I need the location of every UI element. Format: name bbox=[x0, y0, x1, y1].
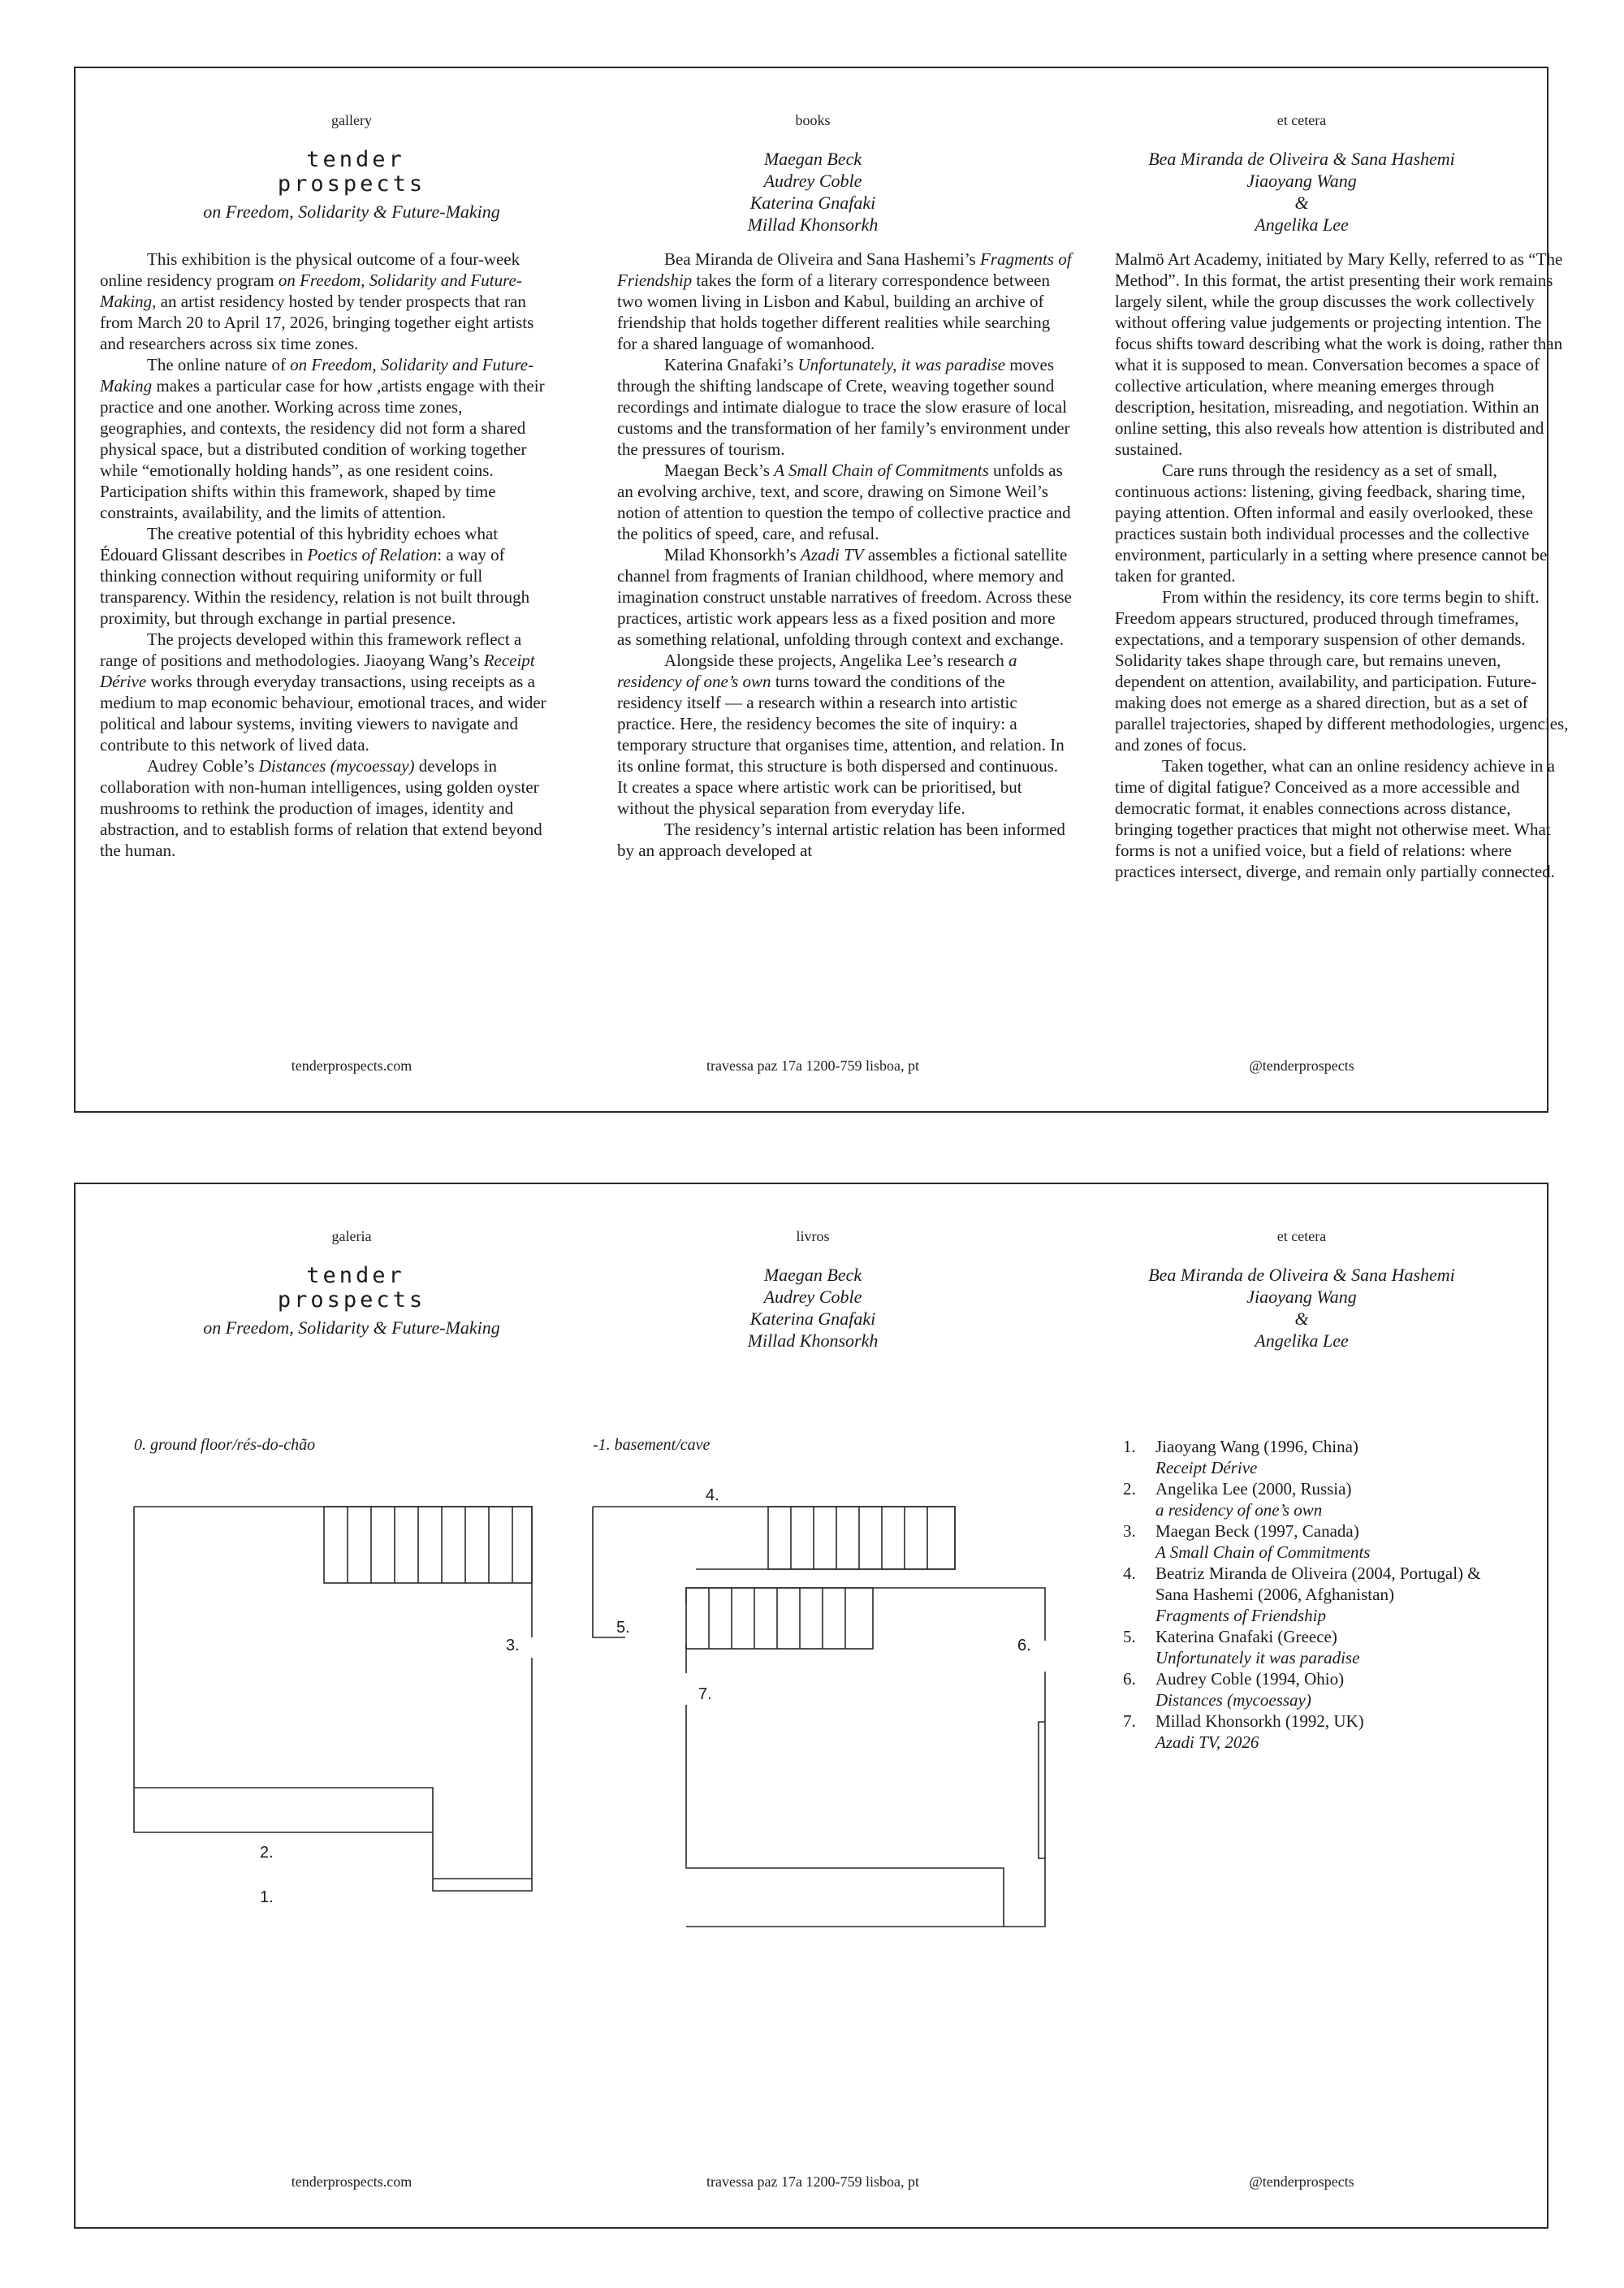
essay-paragraph: The online nature of on Freedom, Solidarity and Future-Making makes a particular case for how ,artists engage with their practice and one another. Working across time zones, geographies, and contexts, the residency did not form a shared physical space, but a distributed condition of working together while “emotionally holding hands”, as one resident coins. Participation shifts within this framework, shaped by time constraints, availability, and the limits of attention. bbox=[100, 355, 545, 522]
artist-entry-work: Unfortunately it was paradise bbox=[1155, 1648, 1360, 1667]
artist-entry-name: Katerina Gnafaki (Greece) bbox=[1155, 1627, 1337, 1646]
flyer-page-front bbox=[74, 67, 1569, 1113]
list-number: 6. bbox=[1123, 1669, 1136, 1689]
list-item bbox=[1123, 1626, 1505, 1668]
artist-name: & bbox=[1294, 1308, 1309, 1329]
plan-label-6: 6. bbox=[1017, 1637, 1031, 1654]
header-galeria: galeria bbox=[331, 1228, 372, 1244]
artist-entry-name: Millad Khonsorkh (1992, UK) bbox=[1155, 1711, 1364, 1731]
list-number: 2. bbox=[1123, 1479, 1136, 1499]
essay-paragraph: This exhibition is the physical outcome of a four-week online residency program on Freedom, Solidarity and Future-Making, an artist residency hosted by tender prospects that ran from March 20 to April 17, 2026, bringing together eight artists and researchers across six time zones. bbox=[100, 249, 534, 353]
artist-entry-work: Receipt Dérive bbox=[1155, 1458, 1258, 1477]
artist-name: Maegan Beck bbox=[763, 1265, 862, 1285]
artist-entry-name: Beatriz Miranda de Oliveira (2004, Portugal) & Sana Hashemi (2006, Afghanistan) bbox=[1155, 1564, 1481, 1604]
artist-name: & bbox=[1294, 192, 1309, 213]
essay-paragraph: Malmö Art Academy, initiated by Mary Kelly, referred to as “The Method”. In this format, the artist presenting their work remains largely silent, while the group discusses the work collectively without offering value judgements or projecting intention. The focus shifts toward describing what the work is doing, rather than what it is supposed to mean. Conversation becomes a space of collective articulation, where meaning emerges through description, hesitation, misreading, and negotiation. Within an online setting, this also reveals how attention is distributed and sustained. bbox=[1115, 249, 1563, 459]
logo-line-1: tender bbox=[306, 147, 405, 172]
website-footer: tenderprospects.com bbox=[291, 1057, 412, 1074]
essay-paragraph: Katerina Gnafaki’s Unfortunately, it was paradise moves through the shifting landscape of Crete, weaving together sound recordings and intimate dialogue to trace the slow erasure of local customs and the transformation of her family’s environment under the pressures of tourism. bbox=[617, 355, 1070, 459]
essay-paragraph: Bea Miranda de Oliveira and Sana Hashemi’s Fragments of Friendship takes the form of a literary correspondence between two women living in Lisbon and Kabul, building an archive of friendship that holds together different realities while searching for a shared language of womanhood. bbox=[617, 249, 1072, 353]
artist-name: Katerina Gnafaki bbox=[749, 1308, 876, 1329]
essay-paragraph: From within the residency, its core terms begin to shift. Freedom appears structured, produced through timeframes, expectations, and a temporary suspension of other demands. Solidarity takes shape through care, but remains uneven, dependent on attention, availability, and participation. Future-making does not emerge as a shared direction, but as a set of parallel trajectories, shaped by different methodologies, urgencies, and zones of focus. bbox=[1115, 587, 1569, 755]
address-footer: travessa paz 17a 1200-759 lisboa, pt bbox=[706, 2173, 919, 2190]
website-footer: tenderprospects.com bbox=[291, 2173, 412, 2190]
artist-entry-name: Jiaoyang Wang (1996, China) bbox=[1155, 1437, 1358, 1456]
logo-line-1: tender bbox=[306, 1263, 405, 1288]
artist-entry-work: Azadi TV, 2026 bbox=[1155, 1732, 1259, 1752]
list-number: 1. bbox=[1123, 1437, 1136, 1456]
flyer-page-back bbox=[74, 1183, 1548, 2229]
essay-paragraph: The projects developed within this framework reflect a range of positions and methodologies. Jiaoyang Wang’s Receipt Dérive works through everyday transactions, using receipts as a medium to map economic behaviour, emotional traces, and wider political and labour systems, inviting viewers to navigate and contribute to this network of lived data. bbox=[100, 629, 546, 755]
plan-label-2: 2. bbox=[260, 1844, 274, 1862]
header-et-cetera: et cetera bbox=[1276, 1228, 1327, 1244]
artist-name: Bea Miranda de Oliveira & Sana Hashemi bbox=[1148, 149, 1455, 169]
artist-entry-work: A Small Chain of Commitments bbox=[1155, 1542, 1371, 1562]
artist-name: Jiaoyang Wang bbox=[1246, 1287, 1357, 1307]
artist-entry-name: Angelika Lee (2000, Russia) bbox=[1155, 1479, 1352, 1499]
plan-label-1: 1. bbox=[260, 1888, 274, 1906]
essay-paragraph: Audrey Coble’s Distances (mycoessay) develops in collaboration with non-human intelligences, using golden oyster mushrooms to rethink the production of images, identity and abstraction, and to establish forms of relation that extend beyond the human. bbox=[100, 756, 542, 860]
artist-name: Bea Miranda de Oliveira & Sana Hashemi bbox=[1148, 1265, 1455, 1285]
plan-label-7: 7. bbox=[698, 1685, 712, 1703]
header-gallery: gallery bbox=[331, 112, 372, 128]
plan-label-4: 4. bbox=[706, 1486, 719, 1504]
artist-list bbox=[1123, 1436, 1505, 1753]
essay-column-3 bbox=[1115, 249, 1570, 882]
essay-paragraph: Alongside these projects, Angelika Lee’s research a residency of one’s own turns toward the conditions of the residency itself — a research within a research into artistic practice. Here, the residency becomes the site of inquiry: a temporary structure that organises time, attention, and relation. In its online format, this structure is both dispersed and continuous. It creates a space where artistic work can be prioritised, but without the physical separation from everyday life. bbox=[617, 651, 1065, 818]
artist-entry-name: Maegan Beck (1997, Canada) bbox=[1155, 1521, 1359, 1541]
list-number: 3. bbox=[1123, 1521, 1136, 1541]
artist-name: Katerina Gnafaki bbox=[749, 192, 876, 213]
essay-column-2 bbox=[617, 249, 1072, 861]
essay-column-1 bbox=[100, 249, 551, 861]
list-item bbox=[1123, 1436, 1505, 1478]
artist-name: Audrey Coble bbox=[763, 171, 862, 191]
tender-prospects-logo bbox=[124, 148, 579, 197]
logo-line-2: prospects bbox=[277, 1287, 426, 1313]
list-item bbox=[1123, 1711, 1505, 1753]
ground-floor-label: 0. ground floor/rés-do-chão bbox=[134, 1436, 316, 1454]
basement-label: -1. basement/cave bbox=[593, 1436, 710, 1454]
ground-stair-treads bbox=[348, 1507, 512, 1583]
artist-names-middle bbox=[585, 148, 1040, 236]
exhibition-subtitle: on Freedom, Solidarity & Future-Making bbox=[203, 201, 500, 222]
artist-name: Audrey Coble bbox=[763, 1287, 862, 1307]
essay-paragraph: Care runs through the residency as a set of small, continuous actions: listening, giving feedback, sharing time, paying attention. Often informal and easily overlooked, these practices sustain both individual processes and the collective environment, particularly in a setting where presence cannot be taken for granted. bbox=[1115, 461, 1548, 586]
basement-plan bbox=[593, 1507, 1045, 1927]
artist-name: Maegan Beck bbox=[763, 149, 862, 169]
list-number: 5. bbox=[1123, 1627, 1136, 1646]
artist-name: Jiaoyang Wang bbox=[1246, 171, 1357, 191]
artist-entry-work: Fragments of Friendship bbox=[1155, 1606, 1326, 1625]
artist-names-right bbox=[1074, 148, 1529, 236]
list-item bbox=[1123, 1563, 1505, 1626]
essay-paragraph: Taken together, what can an online residency achieve in a time of digital fatigue? Conceived as a more accessible and democratic format, it enables connections across distance, bringing together practices that might not otherwise meet. What forms is not a unified voice, but a field of relations: where practices intersect, diverge, and remain only partially connected. bbox=[1115, 756, 1555, 881]
artist-name: Millad Khonsorkh bbox=[747, 1330, 879, 1351]
artist-entry-name: Audrey Coble (1994, Ohio) bbox=[1155, 1669, 1345, 1689]
header-et-cetera: et cetera bbox=[1276, 112, 1327, 128]
artist-name: Millad Khonsorkh bbox=[747, 214, 879, 235]
address-footer: travessa paz 17a 1200-759 lisboa, pt bbox=[706, 1057, 919, 1074]
exhibition-subtitle: on Freedom, Solidarity & Future-Making bbox=[203, 1317, 500, 1338]
list-item bbox=[1123, 1668, 1505, 1711]
header-books: books bbox=[795, 112, 831, 128]
essay-paragraph: Milad Khonsorkh’s Azadi TV assembles a fictional satellite channel from fragments of Iranian childhood, where memory and imagination construct unstable narratives of freedom. Across these practices, artistic work appears less as a fixed position and more as something relational, unfolding through context and exchange. bbox=[617, 545, 1072, 649]
artist-name: Angelika Lee bbox=[1255, 1330, 1349, 1351]
handle-footer: @tenderprospects bbox=[1249, 1057, 1354, 1074]
plan-label-3: 3. bbox=[506, 1637, 520, 1654]
list-item bbox=[1123, 1478, 1505, 1520]
artist-entry-work: a residency of one’s own bbox=[1155, 1500, 1323, 1520]
header-livros: livros bbox=[796, 1228, 830, 1244]
artist-name: Angelika Lee bbox=[1255, 214, 1349, 235]
plan-label-5: 5. bbox=[616, 1619, 630, 1637]
list-item bbox=[1123, 1520, 1505, 1563]
ground-floor-plan bbox=[134, 1507, 532, 1891]
essay-paragraph: Maegan Beck’s A Small Chain of Commitments unfolds as an evolving archive, text, and score, drawing on Simone Weil’s notion of attention to question the tempo of collective practice and the politics of speed, care, and refusal. bbox=[617, 461, 1071, 543]
list-number: 7. bbox=[1123, 1711, 1136, 1731]
logo-line-2: prospects bbox=[277, 171, 426, 197]
handle-footer: @tenderprospects bbox=[1249, 2173, 1354, 2190]
essay-paragraph: The creative potential of this hybridity echoes what Édouard Glissant describes in Poetics of Relation: a way of thinking connection without requiring uniformity or full transparency. Within the residency, relation is not built through proximity, but through exchange in partial presence. bbox=[100, 524, 530, 628]
list-number: 4. bbox=[1123, 1564, 1136, 1583]
artist-entry-work: Distances (mycoessay) bbox=[1155, 1690, 1311, 1710]
basement-stair-treads-upper bbox=[791, 1507, 927, 1569]
essay-paragraph: The residency’s internal artistic relation has been informed by an approach developed at bbox=[617, 820, 1065, 860]
basement-stair-treads-lower bbox=[709, 1588, 845, 1649]
